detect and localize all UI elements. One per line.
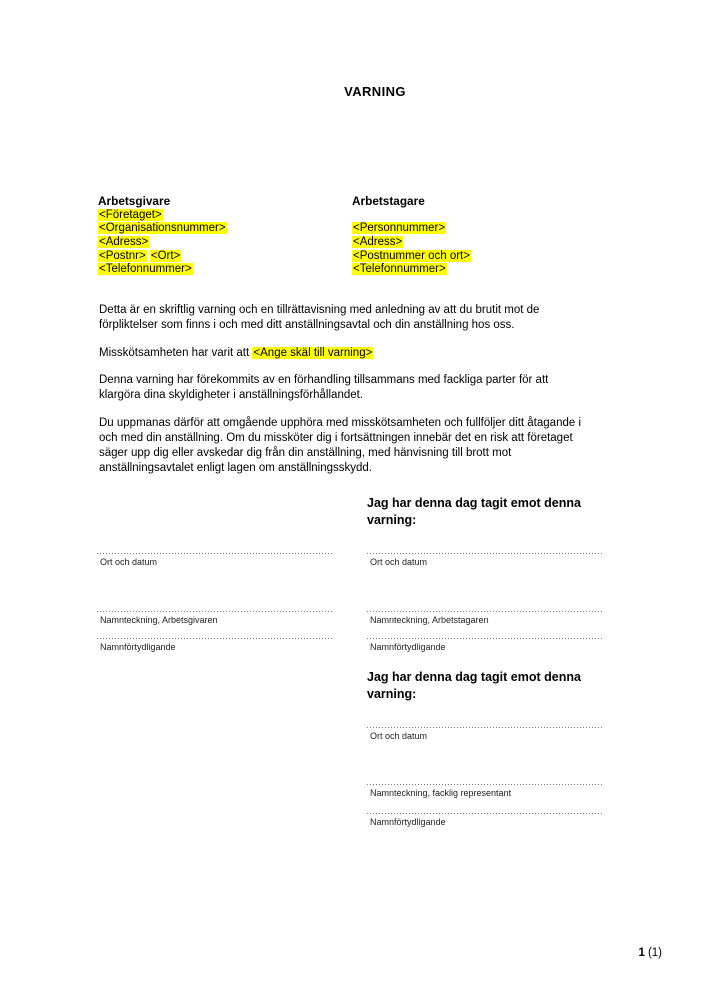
paragraph-line: [99, 303, 639, 318]
employee-detail-line: [352, 263, 471, 277]
employer-detail-line: [98, 222, 227, 236]
paragraph-line: [99, 416, 639, 431]
signature-label: Ort och datum: [370, 556, 428, 567]
text-run: anställningsavtalet enligt lagen om anställningsskydd.: [99, 461, 372, 474]
union-rep-signature-field[interactable]: [367, 813, 602, 827]
receipt-heading-1: Jag har denna dag tagit emot denna varning:: [367, 496, 581, 527]
employer-detail-line: [98, 236, 227, 250]
employee-lines: [352, 209, 471, 277]
signature-label: Namnteckning, Arbetsgivaren: [100, 614, 218, 625]
employer-detail-line: [98, 209, 227, 223]
body-paragraph: [99, 373, 639, 403]
employer-section: [98, 194, 227, 277]
employee-detail-line: [352, 250, 471, 264]
placeholder-field[interactable]: <Ort>: [150, 249, 181, 262]
body-paragraph: [99, 416, 639, 476]
text-run: Detta är en skriftlig varning och en tillrättavisning med anledning av att du brutit mot de: [99, 304, 540, 316]
signature-label: Ort och datum: [370, 730, 428, 741]
paragraph-line: [99, 373, 639, 388]
placeholder-field[interactable]: <Personnummer>: [353, 222, 446, 235]
employee-signature-field[interactable]: [367, 638, 602, 652]
body-paragraph: [99, 346, 639, 361]
placeholder-field[interactable]: <Postnummer och ort>: [353, 249, 470, 262]
placeholder-field[interactable]: <Adress>: [99, 235, 149, 248]
signature-label: Namnteckning, facklig representant: [370, 787, 512, 798]
employee-detail-line: [352, 209, 471, 223]
text-run: Misskötsamheten har varit att: [99, 346, 253, 359]
employee-detail-line: [352, 222, 471, 236]
text-run: säger upp dig eller avskedar dig från din anställning, med hänvisning till brott mot: [99, 446, 512, 459]
signature-label: Namnförtydligande: [370, 641, 446, 652]
page-number-current: 1: [638, 947, 645, 959]
page-number: [639, 947, 662, 959]
text-run: Du uppmanas därför att omgående upphöra med misskötsamheten och fullföljer ditt åtagande i: [99, 416, 582, 429]
employer-detail-line: [98, 250, 227, 264]
paragraph-line: [99, 461, 639, 476]
employee-section: [352, 194, 471, 277]
employer-signature-field[interactable]: [97, 638, 334, 652]
text-run: och med din anställning. Om du missköter dig i fortsättningen innebär det en risk att företaget: [99, 431, 573, 444]
employer-signature-field[interactable]: [97, 553, 334, 567]
paragraph-line: [99, 388, 639, 403]
paragraph-line: [99, 431, 639, 446]
employee-signature-field[interactable]: [367, 553, 602, 567]
placeholder-field[interactable]: <Ange skäl till varning>: [253, 346, 373, 359]
page-title: VARNING: [344, 84, 406, 99]
text-run: Denna varning har förekommits av en förhandling tillsammans med fackliga parter för att: [99, 374, 549, 386]
employee-signature-field[interactable]: [367, 611, 602, 625]
signature-label: Ort och datum: [100, 556, 158, 567]
employer-heading: Arbetsgivare: [98, 194, 171, 208]
employee-heading: Arbetstagare: [352, 194, 425, 208]
paragraph-line: [99, 346, 639, 361]
paragraph-line: [99, 318, 639, 333]
employer-lines: [98, 209, 227, 277]
receipt-heading-2: Jag har denna dag tagit emot denna varning:: [367, 670, 581, 701]
employer-detail-line: [98, 263, 227, 277]
text-run: klargöra dina skyldigheter i anställningsförhållandet.: [99, 389, 364, 401]
placeholder-field[interactable]: <Postnr>: [99, 249, 146, 262]
body-paragraph: [99, 303, 639, 333]
signature-label: Namnteckning, Arbetstagaren: [370, 614, 489, 625]
placeholder-field[interactable]: <Företaget>: [99, 208, 162, 221]
placeholder-field[interactable]: <Organisationsnummer>: [99, 222, 226, 235]
employee-detail-line: [352, 236, 471, 250]
placeholder-field[interactable]: <Telefonnummer>: [99, 263, 192, 276]
placeholder-field[interactable]: <Adress>: [353, 235, 403, 248]
signature-label: Namnförtydligande: [370, 816, 446, 827]
body-text: [99, 303, 639, 488]
employer-signature-field[interactable]: [97, 611, 334, 625]
union-rep-signature-field[interactable]: [367, 784, 602, 798]
placeholder-field[interactable]: <Telefonnummer>: [353, 263, 446, 276]
paragraph-line: [99, 446, 639, 461]
page-number-total: (1): [647, 947, 662, 959]
text-run: förpliktelser som finns i och med ditt anställningsavtal och din anställning hos oss.: [99, 319, 515, 331]
union-rep-signature-field[interactable]: [367, 727, 602, 741]
signature-label: Namnförtydligande: [100, 641, 176, 652]
